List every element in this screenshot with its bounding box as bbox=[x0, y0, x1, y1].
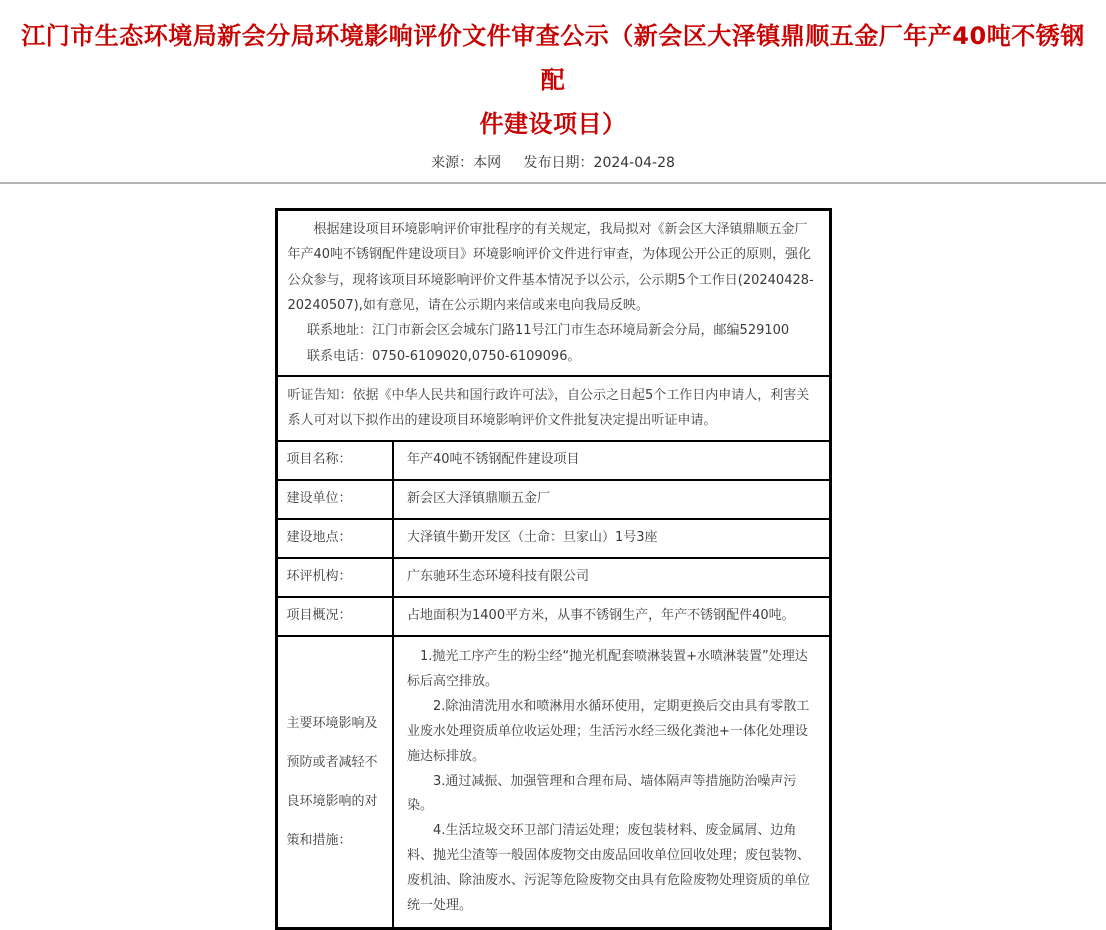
hearing-notice-text: 听证告知：依据《中华人民共和国行政许可法》，自公示之日起5个工作日内申请人，利害关系人可对以下拟作出的建设项目环境影响评价文件批复决定提出听证申请。 bbox=[287, 388, 810, 429]
page-title-line1: 江门市生态环境局新会分局环境影响评价文件审查公示（新会区大泽镇鼎顺五金厂年产40吨不锈钢配 bbox=[21, 22, 1085, 94]
row-label-measures: 主要环境影响及预防或者减轻不良环境影响的对策和措施： bbox=[276, 636, 393, 929]
table-row-eia-agency bbox=[276, 558, 830, 597]
divider bbox=[0, 182, 1106, 184]
table-row-project-name bbox=[276, 441, 830, 480]
intro-cell bbox=[276, 210, 830, 377]
publish-date-label: 发布日期：2024-04-28 bbox=[523, 155, 675, 171]
row-value-eia-agency: 广东驰环生态环境科技有限公司 bbox=[393, 558, 830, 597]
table-row-measures bbox=[276, 636, 830, 929]
page-title-line2: 件建设项目） bbox=[479, 110, 627, 138]
intro-paragraph: 根据建设项目环境影响评价审批程序的有关规定，我局拟对《新会区大泽镇鼎顺五金厂年产40吨不锈钢配件建设项目》环境影响评价文件进行审查，为体现公开公正的原则，强化公众参与，现将该项目环境影响评价文件基本情况予以公示，公示期5个工作日(20240428-20240507),如有意见，请在公示期内来信或来电向我局反映。 bbox=[287, 222, 814, 314]
announcement-table bbox=[275, 208, 832, 930]
measure-item-1: 1.抛光工序产生的粉尘经“抛光机配套喷淋装置+水喷淋装置”处理达标后高空排放。 bbox=[407, 648, 808, 689]
row-value-overview: 占地面积为1400平方米，从事不锈钢生产，年产不锈钢配件40吨。 bbox=[393, 597, 830, 636]
row-value-builder: 新会区大泽镇鼎顺五金厂 bbox=[393, 480, 830, 519]
contact-address: 联系地址：江门市新会区会城东门路11号江门市生态环境局新会分局，邮编529100 bbox=[307, 323, 790, 339]
row-label-location: 建设地点： bbox=[276, 519, 393, 558]
meta-line bbox=[0, 152, 1106, 172]
announcement-page bbox=[0, 14, 1106, 930]
measure-item-2: 2.除油清洗用水和喷淋用水循环使用，定期更换后交由具有零散工业废水处理资质单位收运处理；生活污水经三级化粪池+一体化处理设施达标排放。 bbox=[407, 698, 810, 764]
contact-phone: 联系电话：0750-6109020,0750-6109096。 bbox=[307, 348, 581, 364]
row-value-project-name: 年产40吨不锈钢配件建设项目 bbox=[393, 441, 830, 480]
source-label: 来源：本网 bbox=[431, 155, 502, 171]
table-row-builder bbox=[276, 480, 830, 519]
row-label-overview: 项目概况： bbox=[276, 597, 393, 636]
row-label-project-name: 项目名称： bbox=[276, 441, 393, 480]
table-row-intro bbox=[276, 210, 830, 377]
row-label-builder: 建设单位： bbox=[276, 480, 393, 519]
table-row-hearing bbox=[276, 376, 830, 441]
table-row-overview bbox=[276, 597, 830, 636]
row-label-eia-agency: 环评机构： bbox=[276, 558, 393, 597]
hearing-notice-cell bbox=[276, 376, 830, 441]
measure-item-4: 4.生活垃圾交环卫部门清运处理；废包装材料、废金属屑、边角料、抛光尘渣等一般固体废物交由废品回收单位回收处理；废包装物、废机油、除油废水、污泥等危险废物交由具有危险废物处理资质的单位统一处理。 bbox=[407, 823, 811, 914]
row-value-location: 大泽镇牛勤开发区（土命：旦家山）1号3座 bbox=[393, 519, 830, 558]
page-title bbox=[10, 14, 1096, 146]
row-value-measures bbox=[393, 636, 830, 929]
measure-item-3: 3.通过减振、加强管理和合理布局、墙体隔声等措施防治噪声污染。 bbox=[407, 773, 797, 814]
table-row-location bbox=[276, 519, 830, 558]
